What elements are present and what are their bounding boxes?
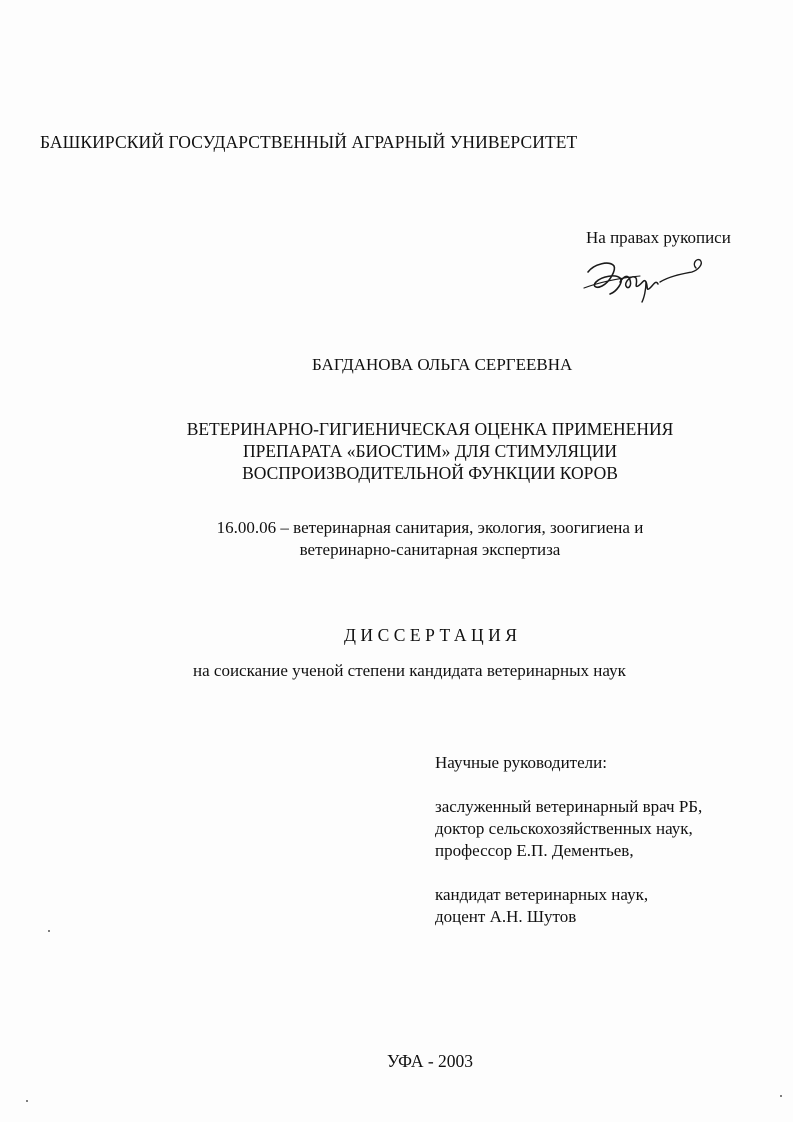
supervisors-heading: Научные руководители: (435, 753, 607, 772)
manuscript-rights-note: На правах рукописи (586, 228, 731, 247)
university-name: БАШКИРСКИЙ ГОСУДАРСТВЕННЫЙ АГРАРНЫЙ УНИВЕРСИТЕТ (40, 132, 578, 152)
specialty-line: 16.00.06 – ветеринарная санитария, экология, зоогигиена и (216, 518, 644, 537)
specialty-line: ветеринарно-санитарная экспертиза (299, 540, 561, 559)
supervisor-line: заслуженный ветеринарный врач РБ, (435, 797, 703, 816)
scan-speck (26, 1100, 28, 1102)
supervisor-line: доцент А.Н. Шутов (435, 907, 577, 926)
title-line: ВОСПРОИЗВОДИТЕЛЬНОЙ ФУНКЦИИ КОРОВ (242, 463, 618, 483)
spacer (435, 862, 702, 884)
supervisor-line: профессор Е.П. Дементьев, (435, 841, 634, 860)
document-type-label: ДИССЕРТАЦИЯ (344, 625, 522, 645)
title-line: ВЕТЕРИНАРНО-ГИГИЕНИЧЕСКАЯ ОЦЕНКА ПРИМЕНЕНИЯ (186, 419, 674, 439)
supervisor-line: доктор сельскохозяйственных наук, (435, 819, 693, 838)
supervisors-block (435, 752, 702, 928)
specialty-code (130, 517, 730, 561)
author-name: БАГДАНОВА ОЛЬГА СЕРГЕЕВНА (312, 355, 573, 374)
dissertation-title (130, 418, 730, 484)
scan-speck (48, 930, 50, 932)
scan-speck (780, 1095, 782, 1097)
degree-statement: на соискание ученой степени кандидата ветеринарных наук (193, 661, 626, 680)
signature-icon (580, 252, 710, 304)
supervisor-line: кандидат ветеринарных наук, (435, 885, 649, 904)
place-and-year: УФА - 2003 (387, 1051, 474, 1071)
title-line: ПРЕПАРАТА «БИОСТИМ» ДЛЯ СТИМУЛЯЦИИ (242, 441, 618, 461)
